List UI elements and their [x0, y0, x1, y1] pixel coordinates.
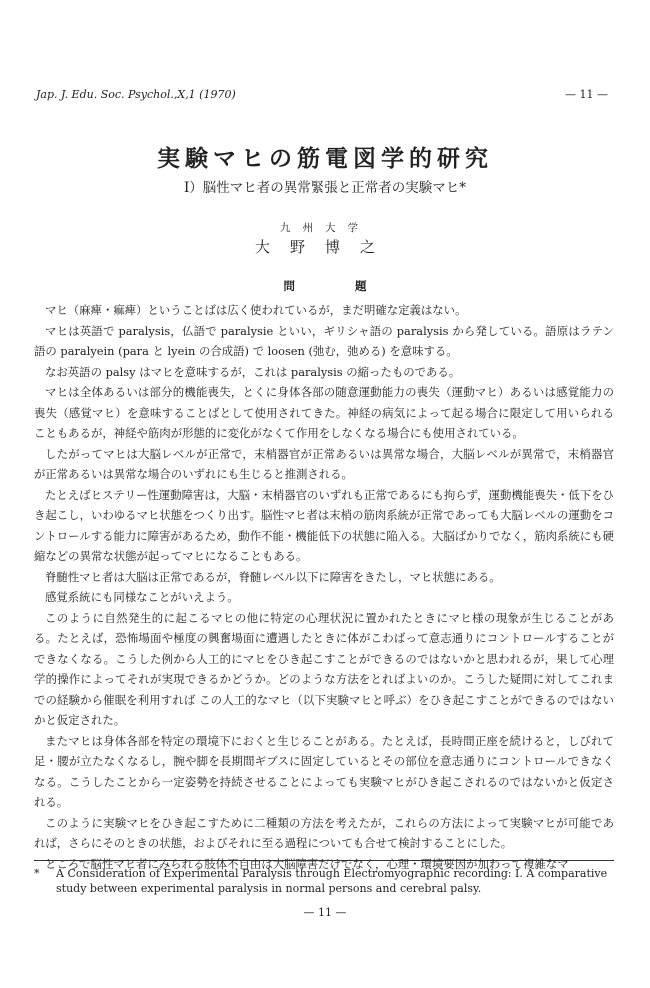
section-heading: 問題 — [283, 279, 427, 293]
paragraph: またマヒは身体各部を特定の環境下におくと生じることがある。たとえば，長時間正座を続けると，しびれて足・腰が立たなくなるし，腕や脚を長期間ギブスに固定しているとその部位を意志通りにコントロールできなくなる。こうしたことから一定姿勢を持続させることによっても実験マヒがひき起こされるのではないかと仮定される。 — [34, 733, 614, 809]
paper-subtitle: I）脳性マヒ者の異常緊張と正常者の実験マヒ* — [183, 180, 467, 196]
paragraph: なお英語の palsy はマヒを意味するが，これは paralysis の縮ったものである。 — [45, 364, 461, 379]
affiliation: 九州大学 — [280, 222, 370, 234]
paragraph: このように自然発生的に起こるマヒの他に特定の心理状況に置かれたときにマヒ様の現象が生じることがある。たとえば，恐怖場面や極度の興奮場面に遭遇したときに体がこわばって意志通りにコントロールすることができなくなる。こうした例から人工的にマヒをひき起こすことができるのではないかと思われるが，果して心理学的操作によってそれが実現できるかどうか。どのような方法をとればよいのか。こうした疑問に対してこれまでの経験から催眠を利用すれば この人工的なマヒ（以下実験マヒと呼ぶ）をひき起こすことができるのではないかと仮定された。 — [34, 610, 614, 727]
footnote-mark: * — [34, 867, 40, 880]
footnote — [34, 866, 614, 896]
paragraph: ところで脳性マヒ者にみられる肢体不自由は大脳障害だけでなく，心理・環境要因が加わって複雑なマ — [45, 856, 569, 871]
paragraph: したがってマヒは大脳レベルが正常で，末梢器官が正常あるいは異常な場合，大脳レベルが異常で，末梢器官が正常あるいは異常な場合のいずれにも生じると推測される。 — [34, 446, 614, 481]
journal-citation: Jap. J. Edu. Soc. Psychol.,X,1 (1970) — [36, 88, 236, 101]
paragraph: たとえばヒステリー性運動障害は，大脳・末梢器官のいずれも正常であるにも拘らず，運動機能喪失・低下をひき起こし，いわゆるマヒ状態をつくり出す。脳性マヒ者は末梢の筋肉系統が正常であっても大脳レベルの運動をコントロールする能力に障害があるため，動作不能・機能低下の状態に陥入る。大脳ばかりでなく，筋肉系統にも硬縮などの異常な状態が起ってマヒになることもある。 — [34, 487, 615, 563]
paragraph: 脊髄性マヒ者は大脳は正常であるが，脊髄レベル以下に障害をきたし，マヒ状態にある。 — [45, 569, 501, 584]
paragraph: このように実験マヒをひき起こすために二種類の方法を考えたが，これらの方法によって実験マヒが可能であれば，さらにそのときの状態，およびそれに至る過程についても合せて検討することにした。 — [34, 815, 614, 850]
paragraph: マヒは全体あるいは部分的機能喪失，とくに身体各部の随意運動能力の喪失（運動マヒ）あるいは感覚能力の喪失（感覚マヒ）を意味することばとして使用されてきた。神経の病気によって起る場合に限定して用いられることもあるが，神経や筋肉が形態的に変化がなくて作用をしなくなる場合にも使用されている。 — [34, 385, 614, 440]
paragraph: マヒは英語で paralysis，仏語で paralysie といい，ギリシャ語の paralysis から発している。語原はラテン語の paralyein (para と lyein の合成語) で loosen (弛む，弛める) を意味する。 — [34, 323, 614, 358]
page-number-bottom: — 11 — — [303, 906, 347, 919]
page-number-top: — 11 — — [565, 88, 608, 101]
footnote-rule — [34, 860, 614, 861]
running-header — [36, 88, 608, 104]
paragraph: マヒ（麻痺・痲痺）ということばは広く使われているが，まだ明確な定義はない。 — [45, 303, 467, 317]
author: 大野博之 — [254, 238, 395, 256]
paper-title: 実験マヒの筋電図学的研究 — [157, 145, 493, 172]
paragraph: 感覚系統にも同様なことがいえよう。 — [45, 590, 239, 604]
footnote-text: A Consideration of Experimental Paralysis through Electromyographic recording: I. A comparative study between experimental paralysis in normal persons and cerebral palsy. — [56, 867, 608, 895]
body-text — [34, 300, 614, 874]
